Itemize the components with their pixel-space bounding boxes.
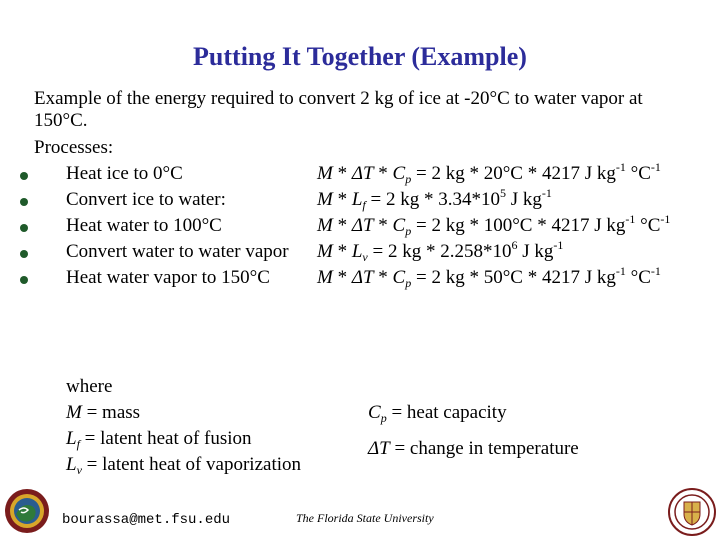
- process-equation: $M * \Delta T * C_p = 2$ kg * 100°C * 4217 J $kg^{-1}$ $^\circ C^{-1}$: [317, 212, 671, 238]
- process-row: [20, 264, 720, 293]
- intro-text: Example of the energy required to convert 2 kg of ice at -20°C to water vapor at 150°C.: [34, 88, 643, 131]
- process-name: Heat water to 100°C: [66, 215, 222, 236]
- fsu-seal-icon: [668, 488, 716, 536]
- process-row: [20, 212, 720, 241]
- bullet-icon: [20, 276, 28, 284]
- bullet-icon: [20, 172, 28, 180]
- bullet-icon: [20, 250, 28, 258]
- footer-university: The Florida State University: [296, 511, 434, 525]
- process-row: [20, 160, 720, 189]
- bullet-icon: [20, 198, 28, 206]
- definition-latent-fusion: $L_f$ = latent heat of fusion: [66, 428, 252, 451]
- bullet-icon: [20, 224, 28, 232]
- definitions-list: [66, 374, 301, 478]
- meteorology-department-logo-icon: [4, 488, 50, 534]
- process-equation: $M * \Delta T * C_p = 2$ kg * 20°C * 4217 J $kg^{-1}$ $^\circ C^{-1}$: [317, 160, 661, 186]
- process-name: Convert ice to water:: [66, 189, 226, 210]
- footer-email: bourassa@met.fsu.edu: [62, 512, 231, 528]
- process-name: Convert water to water vapor: [66, 241, 289, 262]
- definition-delta-temperature: ΔT = change in temperature: [368, 438, 579, 459]
- process-equation: $M * L_f = 2$ kg * $3.34*10^5$ J $kg^{-1}$: [317, 186, 552, 212]
- process-equation: $M * L_v = 2$ kg * $2.258*10^6$ J $kg^{-1}$: [317, 238, 564, 264]
- slide-title: Putting It Together (Example): [193, 42, 527, 71]
- definition-mass: M = mass: [66, 402, 141, 423]
- processes-label: Processes:: [34, 137, 114, 158]
- definition-heat-capacity: $C_p$ = heat capacity: [368, 402, 507, 425]
- process-equation: $M * \Delta T * C_p = 2$ kg * 50°C * 4217 J $kg^{-1}$ $^\circ C^{-1}$: [317, 264, 661, 290]
- where-label: where: [66, 376, 113, 397]
- process-name: Heat water vapor to 150°C: [66, 267, 270, 288]
- process-name: Heat ice to 0°C: [66, 163, 183, 184]
- process-row: [20, 186, 720, 215]
- definition-latent-vaporization: $L_v$ = latent heat of vaporization: [66, 454, 302, 477]
